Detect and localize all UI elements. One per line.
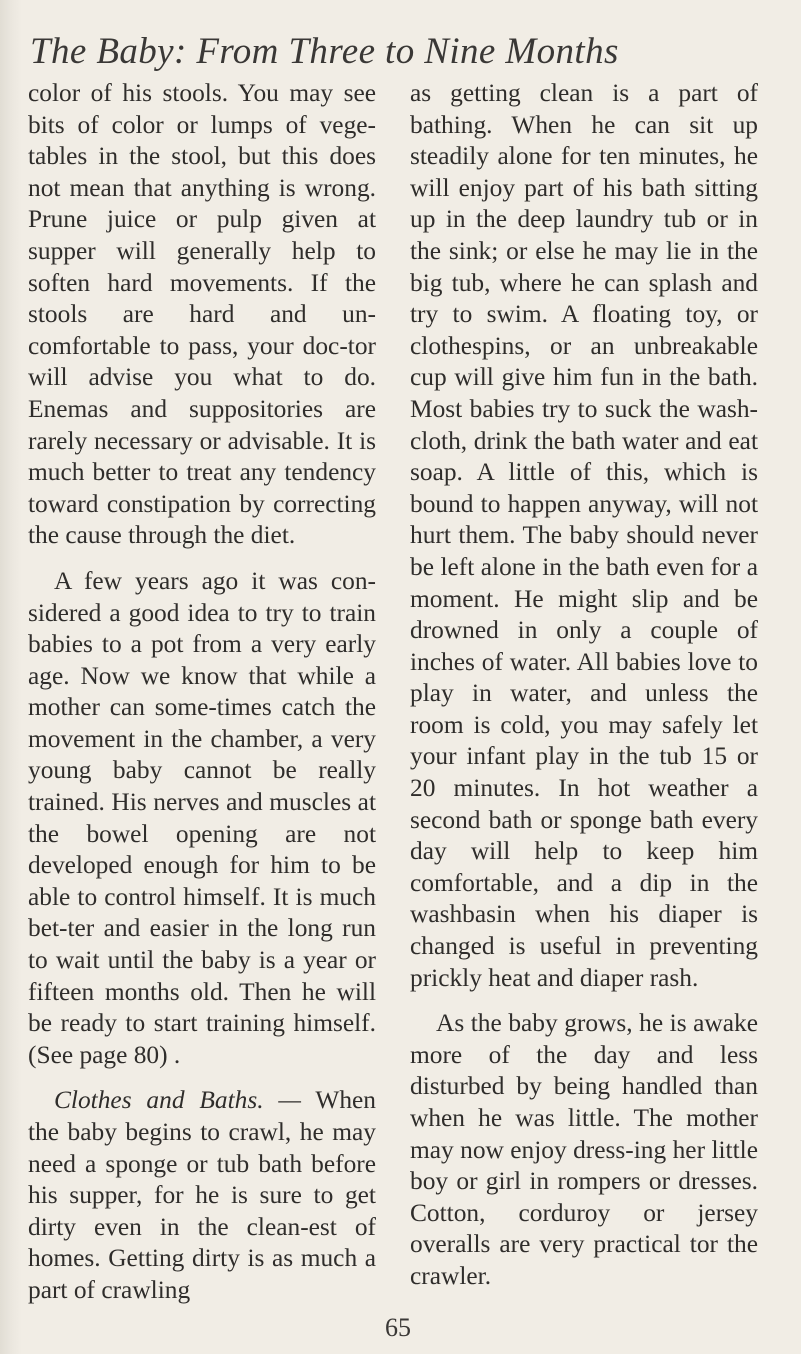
- left-paragraph-1: color of his stools. You may see bits of color or lumps of vege-tables in the stool, but this does not mean that anything is wrong. Prune juice or pulp given at supper will generally help to soften hard movements. If the stools are hard and un-comfortable to pass, your doc-tor will advise you what to do. Enemas and suppositories are rarely necessary or advisable. It is much better to treat any tendency toward constipation by correcting the cause through the diet.: [28, 79, 376, 550]
- left-paragraph-3: [28, 1085, 376, 1306]
- left-column: [28, 78, 376, 1307]
- section-heading-clothes-and-baths: Clothes and Baths. —: [54, 1086, 301, 1115]
- left-paragraph-3-text: When the baby begins to crawl, he may need a sponge or tub bath before his supper, for he is sure to get dirty even in the clean-est of homes. Getting dirty is as much a part of crawling: [28, 1086, 376, 1304]
- right-paragraph-2: As the baby grows, he is awake more of the day and less disturbed by being handled than when he was little. The mother may now enjoy dress-ing her little boy or girl in rompers or dresses. Cotton, corduroy or jersey overalls are very practical tor the crawler.: [410, 1009, 758, 1290]
- page-number: 65: [385, 1313, 411, 1342]
- left-paragraph-2: A few years ago it was con-sidered a good idea to try to train babies to a pot from a very early age. Now we know that while a mother can some-times catch the movement in the chamber, a very young baby cannot be really trained. His nerves and muscles at the bowel opening are not developed enough for him to be able to control himself. It is much bet-ter and easier in the long run to wait until the baby is a year or fifteen months old. Then he will be ready to start training himself. (See page 80) .: [28, 566, 376, 1069]
- right-paragraph-1: as getting clean is a part of bathing. When he can sit up steadily alone for ten minutes, he will enjoy part of his bath sitting up in the deep laundry tub or in the sink; or else he may lie in the big tub, where he can splash and try to swim. A floating toy, or clothespins, or an unbreakable cup will give him fun in the bath. Most babies try to suck the wash-cloth, drink the bath water and eat soap. A little of this, which is bound to happen anyway, will not hurt them. The baby should never be left alone in the bath even for a moment. He might slip and be drowned in only a couple of inches of water. All babies love to play in water, and unless the room is cold, you may safely let your infant play in the tub 15 or 20 minutes. In hot weather a second bath or sponge bath every day will help to keep him comfortable, and a dip in the washbasin when his diaper is changed is useful in preventing prickly heat and diaper rash.: [410, 79, 758, 992]
- page-gutter-shadow: [0, 0, 22, 1354]
- right-column: [410, 78, 758, 1293]
- running-head: The Baby: From Three to Nine Months: [30, 31, 619, 72]
